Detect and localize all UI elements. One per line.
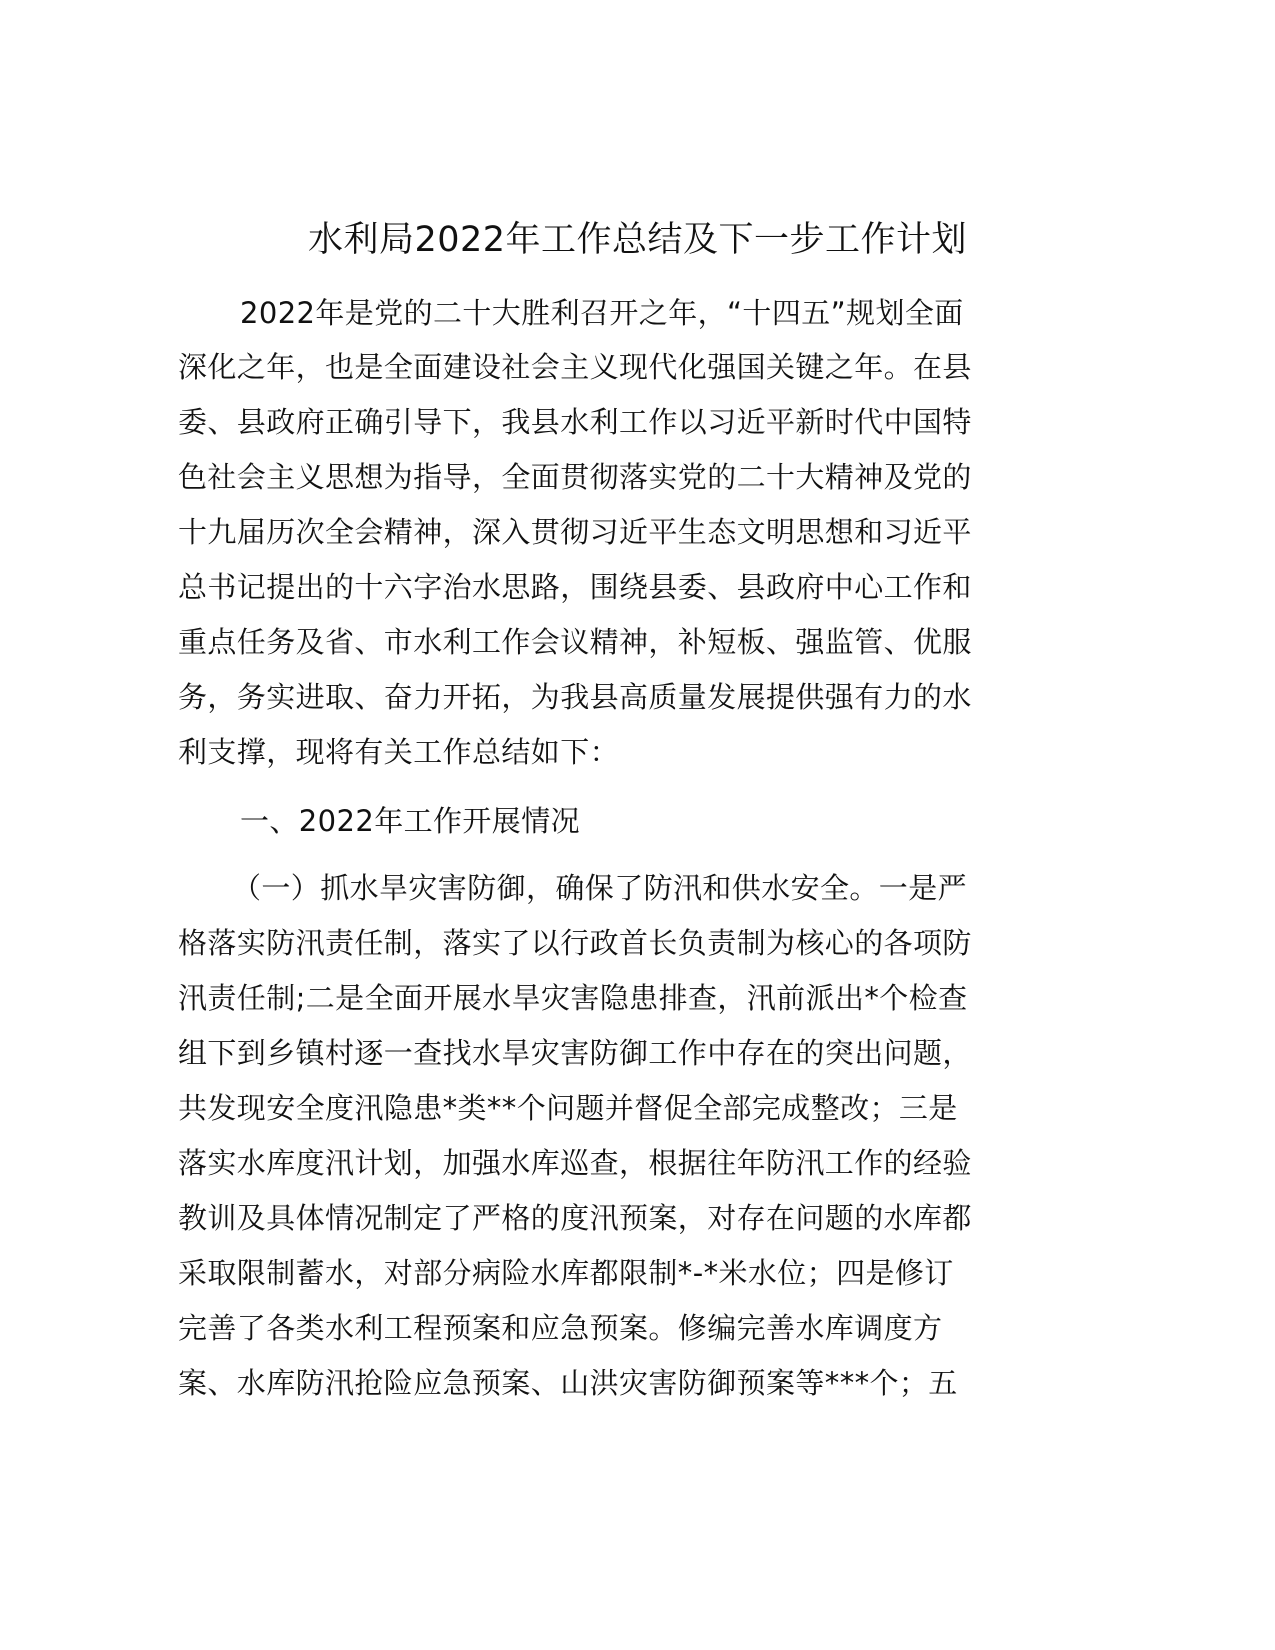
subsection-line-6: 落实水库度汛计划，加强水库巡查，根据往年防汛工作的经验	[178, 1146, 972, 1180]
section-heading: 一、2022年工作开展情况	[240, 804, 581, 838]
intro-line-3: 委、县政府正确引导下，我县水利工作以习近平新时代中国特	[178, 405, 972, 439]
intro-line-8: 务，务实进取、奋力开拓，为我县高质量发展提供强有力的水	[178, 680, 972, 714]
intro-line-7: 重点任务及省、市水利工作会议精神，补短板、强监管、优服	[178, 625, 972, 659]
intro-line-4: 色社会主义思想为指导，全面贯彻落实党的二十大精神及党的	[178, 460, 972, 494]
subsection-line-2: 格落实防汛责任制，落实了以行政首长负责制为核心的各项防	[178, 926, 972, 960]
subsection-line-4: 组下到乡镇村逐一查找水旱灾害防御工作中存在的突出问题，	[178, 1036, 972, 1070]
intro-line-5: 十九届历次全会精神，深入贯彻习近平生态文明思想和习近平	[178, 515, 972, 549]
document-title: 水利局2022年工作总结及下一步工作计划	[307, 220, 968, 260]
subsection-line-1: （一）抓水旱灾害防御，确保了防汛和供水安全。一是严	[232, 871, 968, 905]
intro-line-1: 2022年是党的二十大胜利召开之年，“十四五”规划全面	[240, 296, 964, 330]
intro-line-9: 利支撑，现将有关工作总结如下：	[178, 735, 620, 769]
subsection-line-3: 汛责任制;二是全面开展水旱灾害隐患排查，汛前派出*个检查	[178, 981, 968, 1015]
subsection-line-8: 采取限制蓄水，对部分病险水库都限制*-*米水位；四是修订	[178, 1256, 954, 1290]
intro-line-6: 总书记提出的十六字治水思路，围绕县委、县政府中心工作和	[178, 570, 972, 604]
subsection-line-7: 教训及具体情况制定了严格的度汛预案，对存在问题的水库都	[178, 1201, 972, 1235]
subsection-line-5: 共发现安全度汛隐患*类**个问题并督促全部完成整改；三是	[178, 1091, 958, 1125]
subsection-line-10: 案、水库防汛抢险应急预案、山洪灾害防御预案等***个；五	[178, 1366, 958, 1400]
subsection-line-9: 完善了各类水利工程预案和应急预案。修编完善水库调度方	[178, 1311, 943, 1345]
intro-line-2: 深化之年，也是全面建设社会主义现代化强国关键之年。在县	[178, 350, 972, 384]
